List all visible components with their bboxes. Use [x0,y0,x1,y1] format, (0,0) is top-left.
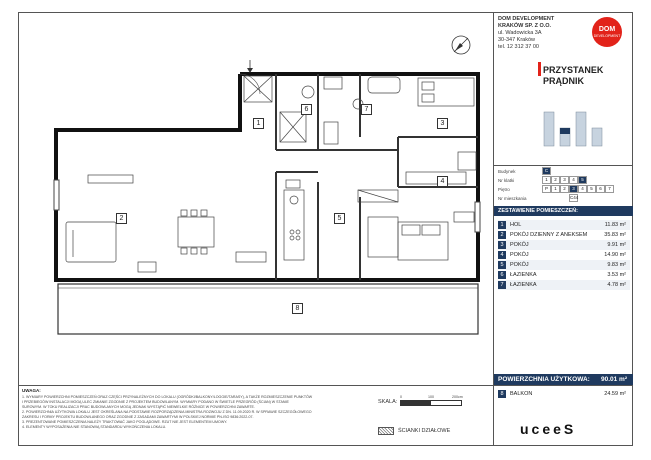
floor-nr-label: Nr klatki [498,178,515,183]
apt-value: C44 [570,195,579,200]
storey-2: 2 [560,185,569,193]
project-name-line2: PRĄDNIK [543,76,585,86]
storey-P: P [542,185,551,193]
room-area: 9.83 m² [607,262,626,268]
floor-nr-2: 2 [551,176,560,184]
apt-label: Nr mieszkania [498,196,527,201]
floor-nr-4: 4 [569,176,578,184]
usable-area-label: POWIERZCHNIA UŻYTKOWA: [498,376,590,383]
north-arrow-icon [452,36,470,54]
project-name-line1: PRZYSTANEK [543,65,604,75]
logo-text: DOM [598,26,616,33]
room-name: ŁAZIENKA [510,272,537,278]
storey-label: Piętro [498,187,510,192]
project-logo [538,62,604,94]
room-area: 9.91 m² [607,242,626,248]
storey-7: 7 [605,185,614,193]
storey-5: 5 [587,185,596,193]
room-number: 6 [498,271,506,279]
room-area: 4.78 m² [607,282,626,288]
company-phone: tel. 12 312 37 00 [498,44,539,50]
room-area: 14.90 m² [604,252,626,258]
room-row [498,230,630,240]
room-row [498,260,630,270]
note-line: 4. ELEMENTY WYPOSAŻENIA NIE STANOWIĄ STANDARDU WYKOŃCZENIA LOKALU. [22,425,167,429]
room-area: 11.83 m² [604,222,626,228]
plan-label-room-5: 5 [334,213,345,224]
room-row [498,280,630,290]
floor-nr-5: 5 [578,176,587,184]
floor-nr-1: 1 [542,176,551,184]
building-value: C [542,167,551,175]
rooms-header-bar [494,206,633,216]
room-area: 35.83 m² [604,232,626,238]
room-number: 7 [498,281,506,289]
building-label: Budynek [498,169,516,174]
room-row [498,240,630,250]
scale-tick-200: 200cm [452,395,463,399]
note-line: 2. POWIERZCHNIA UŻYTKOWA LOKALU JEST OKREŚLANA NA PODSTAWIE ROZPORZĄDZENIA MINISTRA ROZWOJU Z DN. 11.09.2020 R. W SPRAWIE SZCZEGÓŁOWEGO [22,410,312,414]
note-line: 3. PREZENTOWANE POMIESZCZENIA NALEŻY TRAKTOWAĆ JAKO POGLĄDOWE. RZUT NIE JEST ELEMENTEM UMOWY. [22,420,228,424]
uceesa-logo: uceeS [520,421,577,437]
note-line: SUROWYM. W TOKU REALIZACJI PRAC BUDOWLANYCH MOGĄ JEDNAK WYSTĄPIĆ NIEWIELKIE RÓŻNICE W POWIERZCHNI ZAWARTE. [22,405,255,409]
room-name: ŁAZIENKA [510,282,537,288]
plan-label-room-8: 8 [292,303,303,314]
room-row [498,270,630,280]
floor-nr-3: 3 [560,176,569,184]
balcony-name: BALKON [510,391,533,397]
project-logo-mark [538,62,541,76]
storey-4: 4 [578,185,587,193]
scale-bar [400,400,462,406]
room-name: POKÓJ [510,252,529,258]
company-name-1: DOM DEVELOPMENT [498,16,555,22]
storey-3: 3 [569,185,578,193]
scale-bar-fill [401,401,431,405]
balcony-row [498,389,630,399]
note-line: I PRZEBIEGÓW INSTALACJI MOGĄ ULEC ZMIANIE ZGODNIE Z PROJEKTEM BUDOWLANYM. WYMIARY PODANO W ŚWIETLE PRZEGRÓD (ŚCIAN) W STANIE [22,400,289,404]
balcony-area: 24.59 m² [604,391,626,397]
site-plan-miniature [536,108,606,152]
company-street: ul. Wadowicka 3A [498,30,542,36]
room-number: 4 [498,251,506,259]
dom-development-logo [592,17,622,47]
plan-label-room-6: 6 [301,104,312,115]
scale-tick-100: 100 [428,395,434,399]
logo-sub: DEVELOPMENT [593,34,621,38]
usable-area-value: 90.01 m² [600,376,627,383]
company-name-2: KRAKÓW SP. Z O.O. [498,23,552,29]
plan-label-room-1: 1 [253,118,264,129]
usable-area-bar [494,374,633,385]
room-number: 5 [498,261,506,269]
room-name: POKÓJ [510,242,529,248]
storey-6: 6 [596,185,605,193]
plan-label-room-4: 4 [437,176,448,187]
plan-label-room-7: 7 [361,104,372,115]
room-row [498,220,630,230]
room-area: 3.53 m² [607,272,626,278]
company-city: 30-347 Kraków [498,37,535,43]
floor-plan [18,12,494,386]
room-number: 3 [498,241,506,249]
room-name: POKÓJ DZIENNY Z ANEKSEM [510,232,588,238]
balcony-number: 8 [498,390,506,398]
plan-label-room-3: 3 [437,118,448,129]
note-line: 1. WYMIARY POWIERZCHNI POMIESZCZEŃ ORAZ CZĘŚCI PRZYNALEŻNYCH DO LOKALU (OGRÓDKI/BALKONY/LOGGIE/TARASY), A TAKŻE ROZMIESZCZENIE PUNKTÓW [22,395,313,399]
note-line: ZAKRESU I FORMY PROJEKTU BUDOWLANEGO ORAZ ZGODNIE Z ZASADAMI ZAWARTYMI W POLSKIEJ NORMIE PN-ISO 9836:2022-07. [22,415,254,419]
room-number: 1 [498,221,506,229]
plan-label-room-2: 2 [116,213,127,224]
walls-legend-label: ŚCIANKI DZIAŁOWE [398,428,451,434]
room-name: HOL [510,222,522,228]
info-table-rule [494,165,633,166]
hatched-wall-swatch [378,427,394,435]
scale-label: SKALA: [378,399,398,405]
notes-title: UWAGA: [22,388,41,393]
room-name: POKÓJ [510,262,529,268]
rooms-header: ZESTAWIENIE POMIESZCZEŃ: [498,208,578,214]
room-row [498,250,630,260]
room-number: 2 [498,231,506,239]
scale-tick-0: 0 [400,395,402,399]
storey-1: 1 [551,185,560,193]
